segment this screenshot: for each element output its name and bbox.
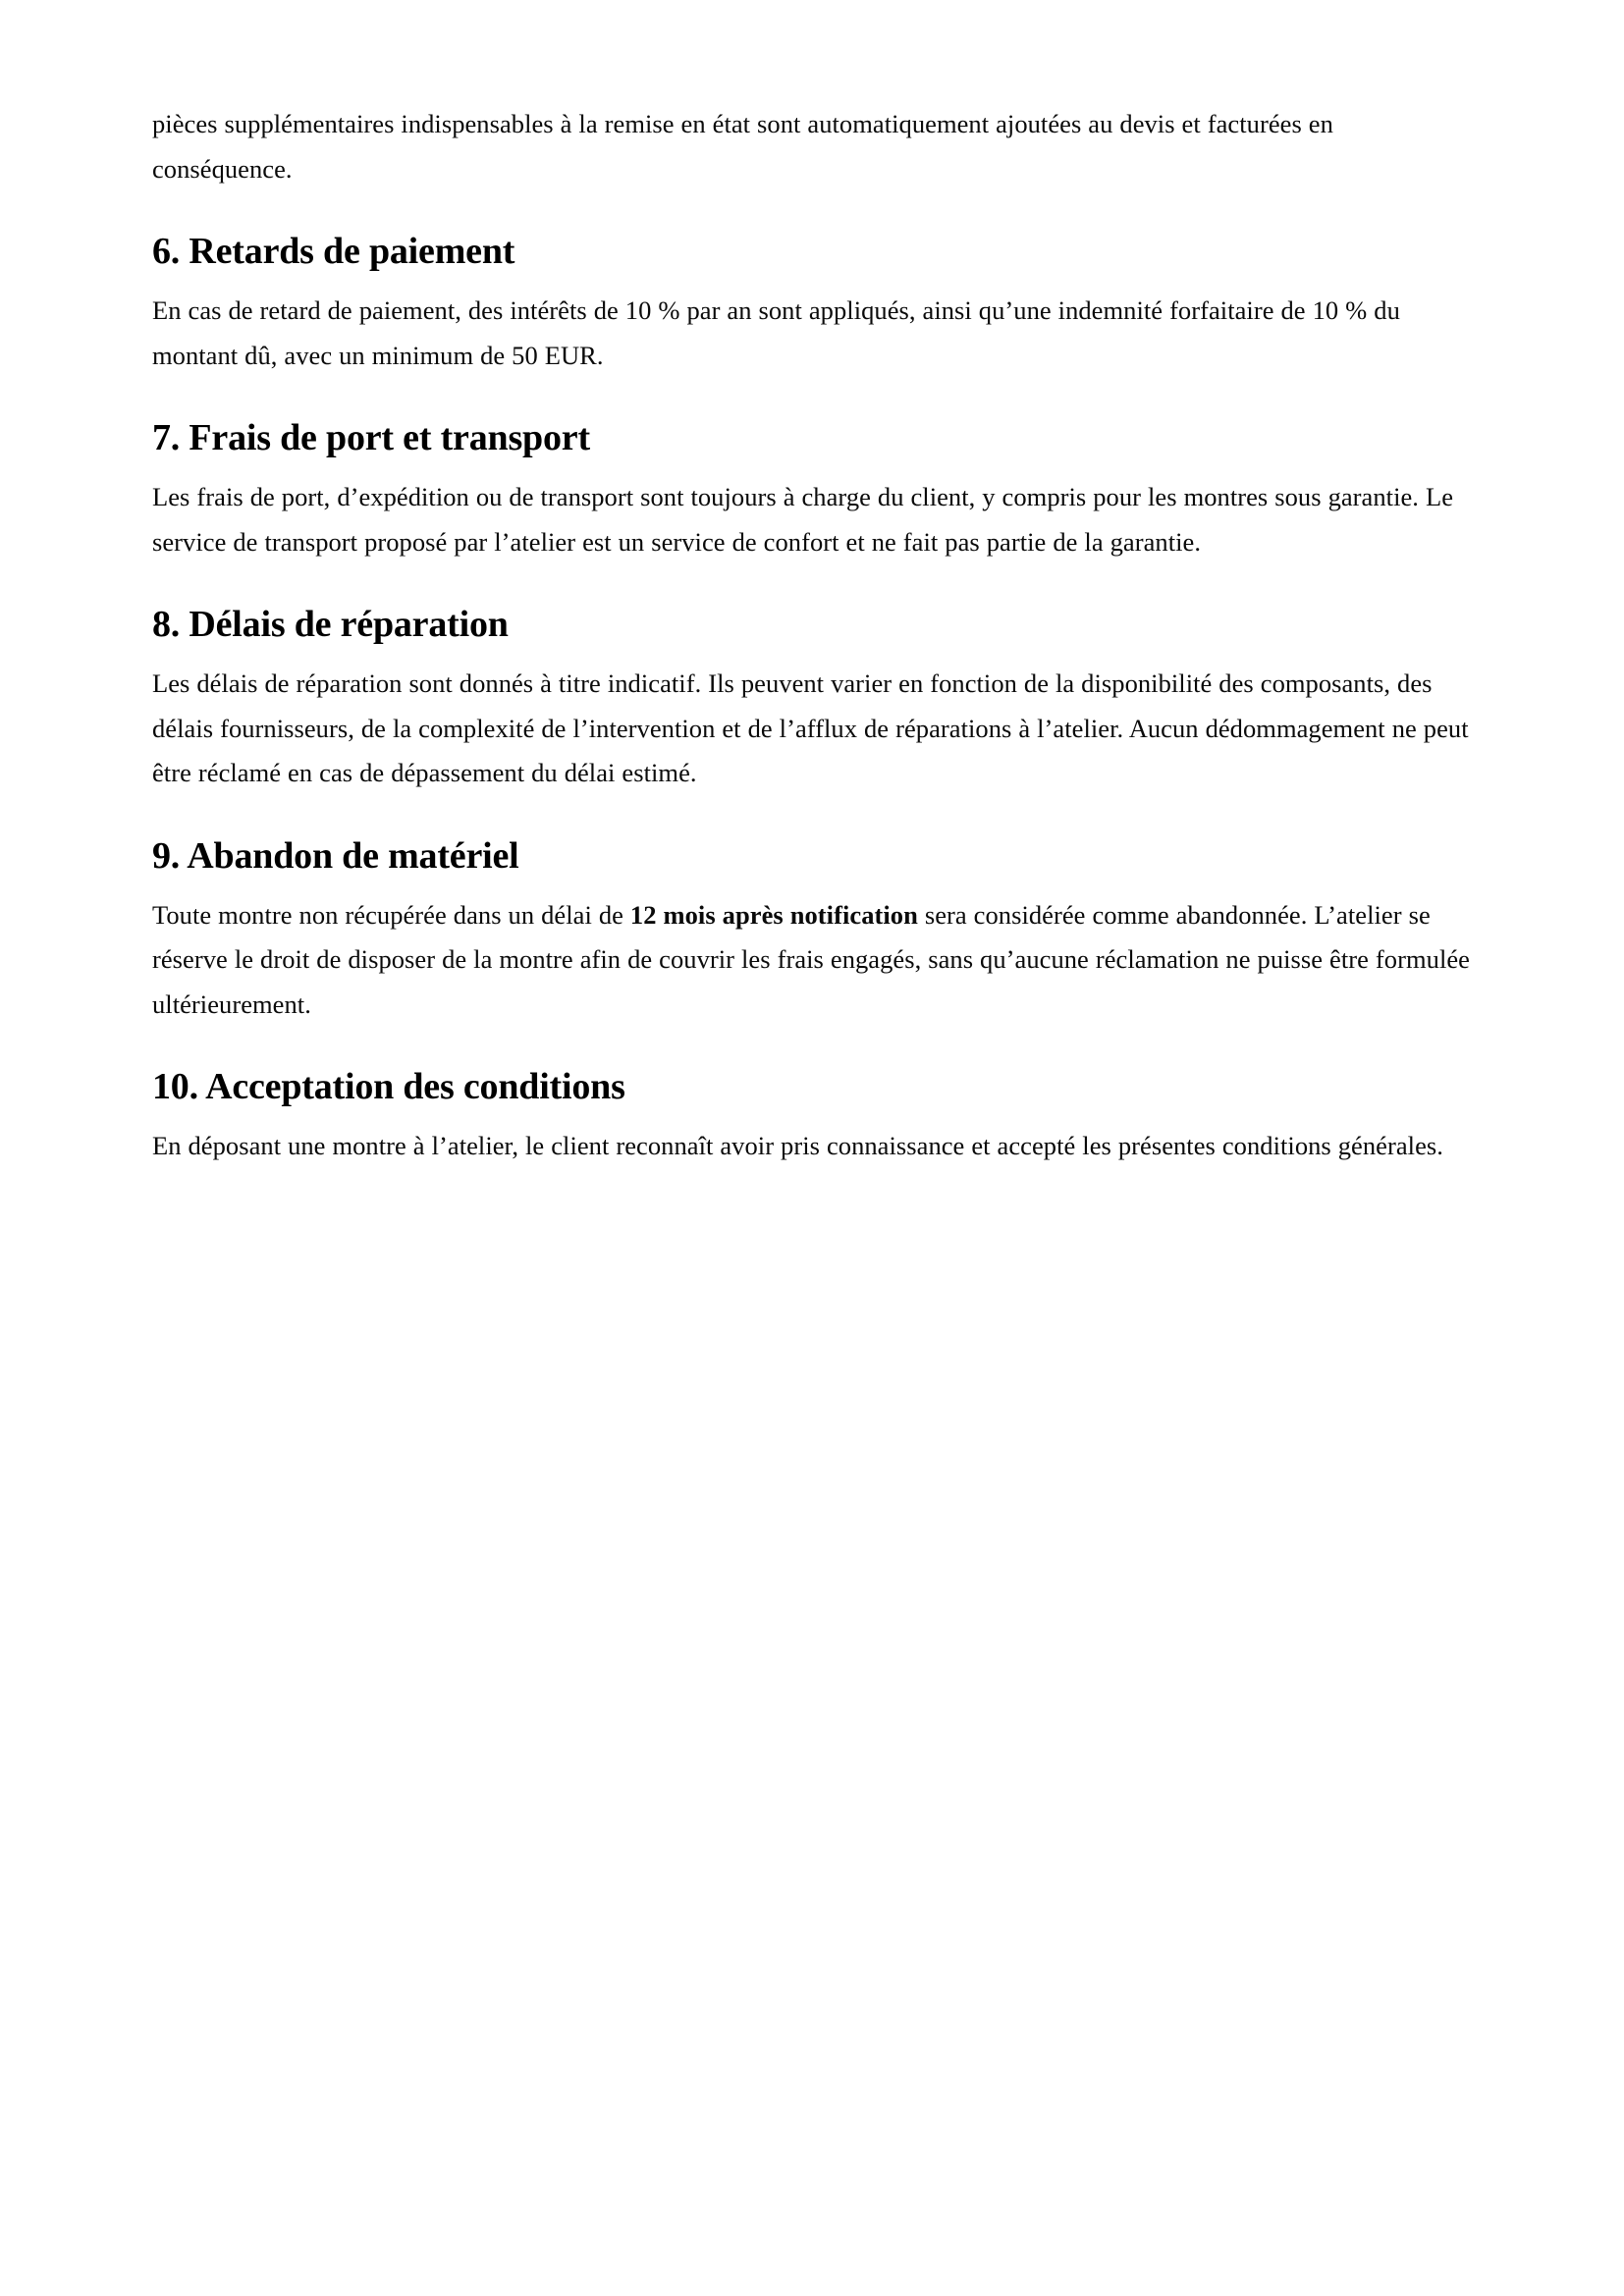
- section-heading-6: 6. Retards de paiement: [152, 231, 515, 272]
- section-heading-7: 7. Frais de port et transport: [152, 417, 590, 458]
- section-body-9-emphasis: 12 mois après notification: [629, 899, 918, 930]
- section-heading-9: 9. Abandon de matériel: [152, 834, 519, 877]
- section-body-10: En déposant une montre à l’atelier, le client reconnaît avoir pris connaissance et accepté les présentes conditions générales.: [152, 1131, 1443, 1160]
- intro-paragraph: pièces supplémentaires indispensables à la remise en état sont automatiquement ajoutées au devis et facturées en conséquence.: [152, 109, 1333, 184]
- spacer: [152, 647, 1470, 662]
- spacer: [152, 564, 1470, 602]
- spacer: [152, 879, 1470, 893]
- section-body-9: [152, 893, 1470, 1028]
- spacer: [152, 1027, 1470, 1064]
- section-heading-8: 8. Délais de réparation: [152, 604, 509, 645]
- spacer: [152, 274, 1470, 289]
- spacer: [152, 1109, 1470, 1124]
- spacer: [152, 378, 1470, 415]
- spacer: [152, 191, 1470, 229]
- document-body: [152, 102, 1470, 1169]
- section-body-7: Les frais de port, d’expédition ou de transport sont toujours à charge du client, y compris pour les montres sous garantie. Le service de transport proposé par l’atelier est un service de confort et ne fait pas partie de la garantie.: [152, 482, 1454, 557]
- spacer: [152, 796, 1470, 833]
- section-heading-10: 10. Acceptation des conditions: [152, 1066, 625, 1107]
- section-body-9-text-after: sera considérée comme abandonnée. L’atelier se réserve le droit de disposer de la montre afin de couvrir les frais engagés, sans qu’aucune réclamation ne puisse être formulée ultérieurement.: [152, 899, 1470, 1019]
- spacer: [152, 460, 1470, 475]
- section-body-6: En cas de retard de paiement, des intérêts de 10 % par an sont appliqués, ainsi qu’une indemnité forfaitaire de 10 % du montant dû, avec un minimum de 50 EUR.: [152, 295, 1400, 370]
- section-body-9-text-before: Toute montre non récupérée dans un délai de: [152, 899, 630, 930]
- section-body-8: Les délais de réparation sont donnés à titre indicatif. Ils peuvent varier en fonction de la disponibilité des composants, des délais fournisseurs, de la complexité de l’intervention et de l’afflux de réparations à l’atelier. Aucun dédommagement ne peut être réclamé en cas de dépassement du délai estimé.: [152, 668, 1469, 787]
